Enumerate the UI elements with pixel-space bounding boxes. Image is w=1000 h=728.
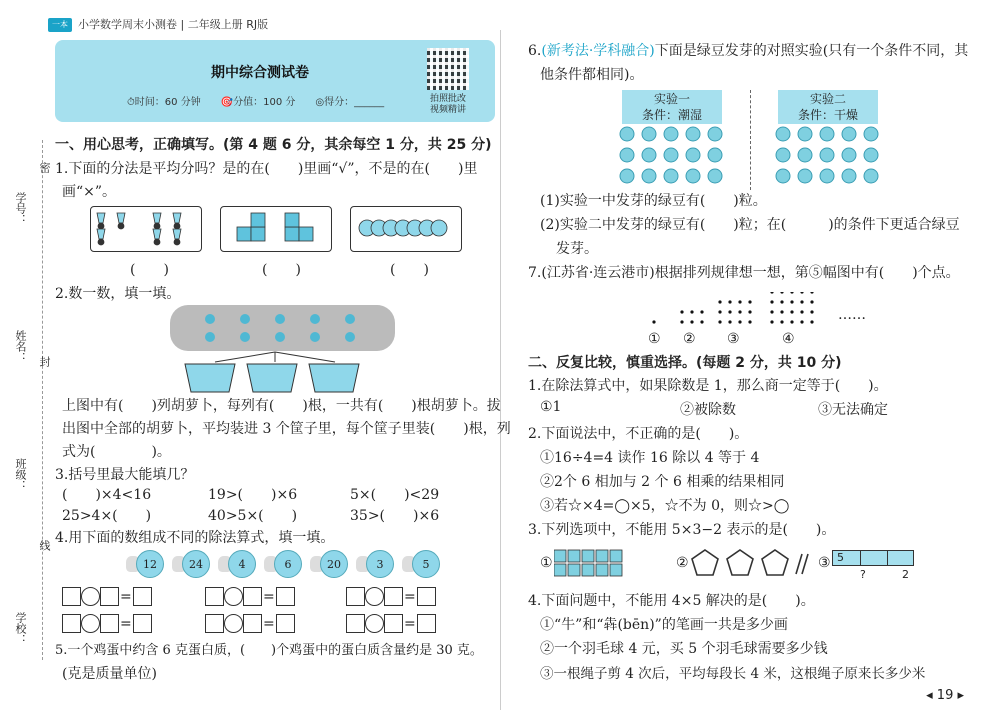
s2-q1-option-3[interactable]: ③无法确定 <box>818 402 888 418</box>
circle-chain-box <box>350 206 462 252</box>
experiment-2-header: 实验二 条件：干燥 <box>778 90 878 124</box>
q7-label-1: ① <box>648 331 661 347</box>
q6-text-2: 他条件都相同)。 <box>540 67 644 83</box>
number-bubble-5: 5 <box>412 550 440 578</box>
page-number: ◂ 19 ▸ <box>926 688 964 703</box>
class-label: 班级： <box>14 458 27 491</box>
circle-chain-icons <box>351 207 459 249</box>
answer-box[interactable] <box>205 587 224 606</box>
q6-tag: (新考法·学科融合) <box>541 43 655 59</box>
q7-label-4: ④ <box>782 331 795 347</box>
operator-circle[interactable] <box>81 587 100 606</box>
answer-box[interactable] <box>276 614 295 633</box>
cube-box <box>220 206 332 252</box>
number-bubble-12: 12 <box>136 550 164 578</box>
answer-box[interactable] <box>346 614 365 633</box>
q2-text-b: 出图中全部的胡萝卜，平均装进 3 个筐子里，每个筐子里装( )根，列 <box>62 421 511 437</box>
s2-q2-option-1[interactable]: ①16÷4=4 读作 16 除以 4 等于 4 <box>540 450 760 466</box>
q1-text: 1.下面的分法是平均分吗？是的在( )里画“√”，不是的在( )里 <box>55 161 478 177</box>
division-row-4 <box>62 614 152 633</box>
equals-sign: = <box>120 588 132 605</box>
square-grid-icon <box>554 548 664 578</box>
operator-circle[interactable] <box>365 614 384 633</box>
answer-box[interactable] <box>62 587 81 606</box>
s2-q1-text: 1.在除法算式中，如果除数是 1，那么商一定等于( )。 <box>528 378 888 394</box>
s2-q2-option-3[interactable]: ③若☆×4=◯×5，☆不为 0，则☆>◯ <box>540 498 790 514</box>
answer-box[interactable] <box>384 614 403 633</box>
q7-ellipsis: …… <box>838 307 866 323</box>
s2-q4-text: 4.下面问题中，不能用 4×5 解决的是( )。 <box>528 593 815 609</box>
carrot-field <box>170 305 395 351</box>
exam-meta: ⏱时间：60 分钟 🎯分值：100 分 ◎得分：______ <box>127 97 385 108</box>
q3-item-4[interactable]: 25>4×( ) <box>62 508 152 524</box>
segment-bar <box>832 550 914 566</box>
q7-label-2: ② <box>683 331 696 347</box>
q2-text: 2.数一数，填一填。 <box>55 286 181 302</box>
q1-answer-1[interactable]: ( ) <box>130 262 169 278</box>
s2-q3-label-1[interactable]: ① <box>540 555 553 571</box>
answer-box[interactable] <box>276 587 295 606</box>
s2-q4-option-2[interactable]: ②一个羽毛球 4 元，买 5 个羽毛球需要多少钱 <box>540 641 828 657</box>
answer-box[interactable] <box>243 614 262 633</box>
answer-box[interactable] <box>133 614 152 633</box>
q2-text-a: 上图中有( )列胡萝卜，每列有( )根，一共有( )根胡萝卜。拔 <box>62 398 501 414</box>
segment-bar-question: ? <box>860 568 866 581</box>
answer-box[interactable] <box>417 614 436 633</box>
answer-box[interactable] <box>100 587 119 606</box>
pentagon-sticks-icon <box>690 548 820 578</box>
equals-sign: = <box>263 615 275 632</box>
answer-box[interactable] <box>243 587 262 606</box>
qr-label: 拍照批改 视频精讲 <box>429 94 466 115</box>
number-bubble-6: 6 <box>274 550 302 578</box>
q6-sub-1: (1)实验一中发芽的绿豆有( )粒。 <box>540 193 767 209</box>
q7-label-3: ③ <box>727 331 740 347</box>
equals-sign: = <box>120 615 132 632</box>
q3-item-1[interactable]: ( )×4<16 <box>62 487 152 503</box>
q1-text-2: 画“×”。 <box>62 184 117 200</box>
cube-icons <box>221 207 329 249</box>
q7-text: 7.(江苏省·连云港市)根据排列规律想一想，第⑤幅图中有( )个点。 <box>528 265 960 281</box>
equals-sign: = <box>404 615 416 632</box>
seal-mi: 密 <box>38 162 51 173</box>
s2-q3-text: 3.下列选项中，不能用 5×3−2 表示的是( )。 <box>528 522 836 538</box>
answer-box[interactable] <box>384 587 403 606</box>
s2-q1-option-2[interactable]: ②被除数 <box>680 402 736 418</box>
number-bubble-4: 4 <box>228 550 256 578</box>
operator-circle[interactable] <box>224 587 243 606</box>
s2-q1-option-1[interactable]: ①1 <box>540 399 562 415</box>
operator-circle[interactable] <box>224 614 243 633</box>
q5-text: 5.一个鸡蛋中约含 6 克蛋白质，( )个鸡蛋中的蛋白质含量约是 30 克。 <box>55 643 483 658</box>
operator-circle[interactable] <box>365 587 384 606</box>
experiment-divider <box>750 90 751 190</box>
shuttlecock-box <box>90 206 202 252</box>
shuttlecock-icons <box>91 207 199 249</box>
division-row-5 <box>205 614 295 633</box>
baskets-icon <box>175 350 375 395</box>
s2-q4-option-1[interactable]: ①“牛”和“犇(bēn)”的笔画一共是多少画 <box>540 617 788 633</box>
answer-box[interactable] <box>346 587 365 606</box>
series-badge: 一本 <box>48 18 72 32</box>
division-row-2 <box>205 587 295 606</box>
division-row-1 <box>62 587 152 606</box>
number-bubble-24: 24 <box>182 550 210 578</box>
seal-feng: 封 <box>38 356 51 367</box>
s2-q4-option-3[interactable]: ③一根绳子剪 4 次后，平均每段长 4 米，这根绳子原来长多少米 <box>540 666 926 682</box>
answer-box[interactable] <box>133 587 152 606</box>
q3-text: 3.括号里最大能填几？ <box>55 467 195 483</box>
student-number-label: 学号： <box>14 192 27 225</box>
series-title: 小学数学周末小测卷 | 二年级上册 RJ版 <box>78 18 269 31</box>
segment-bar-label: 5 <box>837 551 844 564</box>
student-name-label: 姓名： <box>14 330 27 363</box>
q1-answer-2[interactable]: ( ) <box>262 262 301 278</box>
q5-note: (克是质量单位) <box>62 666 157 682</box>
section-1-title: 一、用心思考，正确填写。(第 4 题 6 分，其余每空 1 分，共 25 分) <box>55 137 492 153</box>
answer-box[interactable] <box>62 614 81 633</box>
segment-bar-two: 2 <box>902 568 909 581</box>
equals-sign: = <box>263 588 275 605</box>
section-2-title: 二、反复比较，慎重选择。(每题 2 分，共 10 分) <box>528 355 842 371</box>
column-divider <box>500 30 501 710</box>
binding-line <box>42 140 43 660</box>
q1-answer-3[interactable]: ( ) <box>390 262 429 278</box>
number-bubble-3: 3 <box>366 550 394 578</box>
school-label: 学校： <box>14 612 27 645</box>
q3-item-3[interactable]: 5×( )<29 <box>350 487 440 503</box>
s2-q2-option-2[interactable]: ②2个 6 相加与 2 个 6 相乘的结果相同 <box>540 474 785 490</box>
number-bubble-20: 20 <box>320 550 348 578</box>
division-row-6 <box>346 614 436 633</box>
s2-q3-label-2[interactable]: ② <box>676 555 689 571</box>
answer-box[interactable] <box>100 614 119 633</box>
seal-xian: 线 <box>38 540 51 551</box>
equals-sign: = <box>404 588 416 605</box>
operator-circle[interactable] <box>81 614 100 633</box>
q3-item-6[interactable]: 35>( )×6 <box>350 508 440 524</box>
qr-code-overlay <box>427 48 469 90</box>
s2-q3-label-3[interactable]: ③ <box>818 555 831 571</box>
carrot-icons <box>170 305 395 351</box>
q3-item-2[interactable]: 19>( )×6 <box>208 487 298 503</box>
bean-grid-1 <box>618 126 728 186</box>
q6-sub-2: (2)实验二中发芽的绿豆有( )粒；在( )的条件下更适合绿豆 <box>540 217 960 233</box>
answer-box[interactable] <box>417 587 436 606</box>
q6-text: 6.(新考法·学科融合)下面是绿豆发芽的对照实验(只有一个条件不同，其 <box>528 43 969 59</box>
q2-text-c: 式为( )。 <box>62 444 171 460</box>
answer-box[interactable] <box>205 614 224 633</box>
q4-text: 4.用下面的数组成不同的除法算式，填一填。 <box>55 530 335 546</box>
bean-grid-2 <box>774 126 884 186</box>
exam-title: 期中综合测试卷 <box>211 65 309 81</box>
s2-q2-text: 2.下面说法中，不正确的是( )。 <box>528 426 749 442</box>
q3-item-5[interactable]: 40>5×( ) <box>208 508 298 524</box>
q6-sub-3: 发芽。 <box>556 241 598 257</box>
experiment-1-header: 实验一 条件：潮湿 <box>622 90 722 124</box>
division-row-3 <box>346 587 436 606</box>
